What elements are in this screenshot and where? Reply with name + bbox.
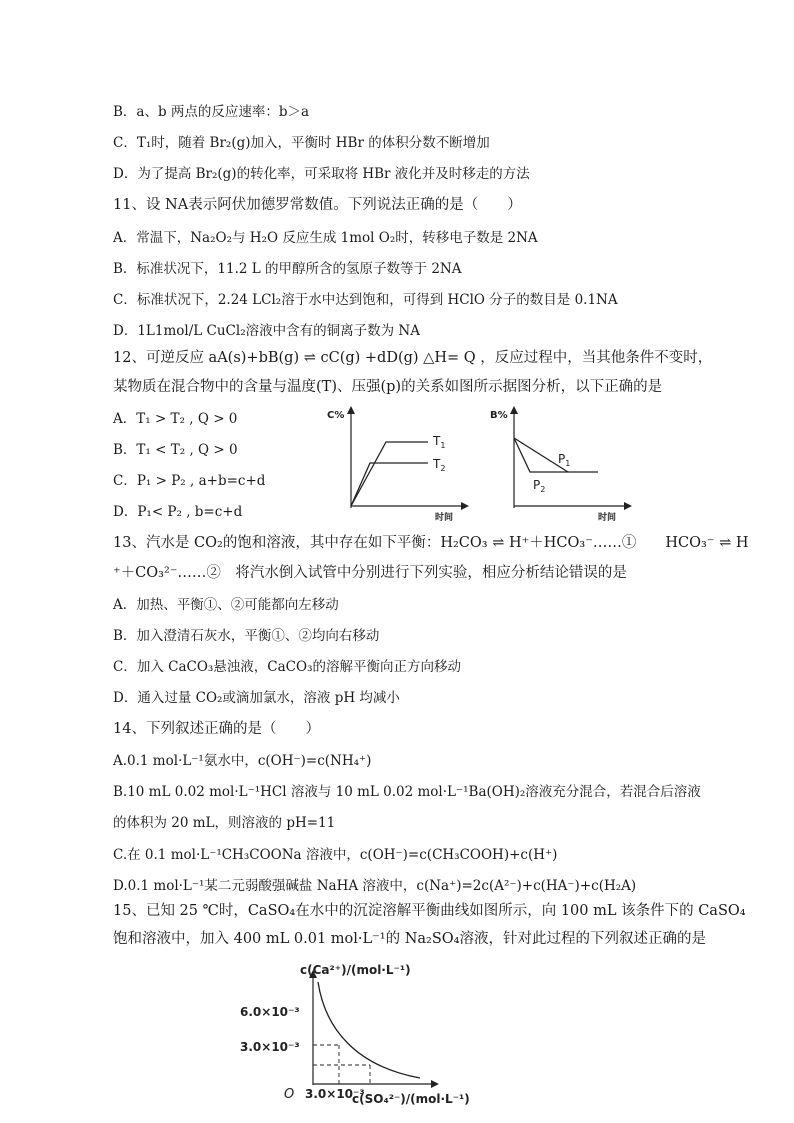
series-p2-sub: 2 [540, 485, 546, 494]
q11-option-c: C．标准状况下，2.24 LCl₂溶于水中达到饱和，可得到 HClO 分子的数目是 0.1NA [113, 292, 618, 308]
q11-option-a: A．常温下，Na₂O₂与 H₂O 反应生成 1mol O₂时，转移电子数是 2NA [113, 230, 538, 246]
option-b-line: B．a、b 两点的反应速率：b＞a [113, 104, 310, 120]
graph3-origin: O [284, 1087, 295, 1102]
q12-option-b: B．T₁ < T₂ , Q > 0 [113, 442, 238, 458]
q13-option-c: C．加入 CaCO₃悬浊液，CaCO₃的溶解平衡向正方向移动 [113, 659, 461, 675]
question-13-line1: 13、汽水是 CO₂的饱和溶液，其中存在如下平衡：H₂CO₃ ⇌ H⁺＋HCO₃⁻……① HCO₃⁻ ⇌ H [113, 535, 749, 551]
graph1-x-label: 时间 [435, 513, 454, 523]
graph3-ytick-6e-3: 6.0×10⁻³ [240, 1005, 300, 1019]
graph1-y-label: C% [327, 410, 345, 421]
svg-text:P2 [533, 478, 545, 494]
q14-option-b-line1: B.10 mL 0.02 mol·L⁻¹HCl 溶液与 10 mL 0.02 mol·L⁻¹Ba(OH)₂溶液充分混合，若混合后溶液 [113, 784, 701, 800]
q14-option-a: A.0.1 mol·L⁻¹氨水中，c(OH⁻)=c(NH₄⁺) [113, 753, 372, 769]
series-p1-label: P [558, 452, 566, 466]
solubility-curve [318, 982, 420, 1078]
q14-option-b-line2: 的体积为 20 mL，则溶液的 pH=11 [113, 815, 336, 831]
svg-text:T2 [432, 457, 445, 473]
graph3-ytick-3e-3: 3.0×10⁻³ [240, 1040, 300, 1054]
graph2-x-arrow [624, 502, 632, 510]
q13-option-d: D．通入过量 CO₂或滴加氯水，溶液 pH 均减小 [113, 690, 400, 706]
graph3-x-label: c(SO₄²⁻)/(mol·L⁻¹) [352, 1092, 470, 1106]
q12-option-a: A．T₁ > T₂ , Q > 0 [113, 411, 238, 427]
question-12-line1: 12、可逆反应 aA(s)+bB(g) ⇌ cC(g) +dD(g) △H= Q ，反应过程中，当其他条件不变时， [113, 350, 713, 366]
graph2-y-label: B% [490, 410, 508, 421]
q14-option-c: C.在 0.1 mol·L⁻¹CH₃COONa 溶液中，c(OH⁻)=c(CH₃COOH)+c(H⁺) [113, 847, 558, 863]
q12-option-c: C．P₁ > P₂ , a+b=c+d [113, 473, 266, 489]
q11-option-b: B．标准状况下，11.2 L 的甲醇所含的氢原子数等于 2NA [113, 261, 462, 277]
series-t1-label: T [433, 434, 441, 448]
series-t1-line [351, 442, 428, 506]
svg-text:T1 [432, 434, 445, 450]
question-13-line2: ⁺＋CO₃²⁻……② 将汽水倒入试管中分别进行下列实验，相应分析结论错误的是 [113, 565, 627, 581]
graph3-xtick-3e-3: 3.0×10⁻³ [305, 1087, 365, 1101]
question-12-line2: 某物质在混合物中的含量与温度(T)、压强(p)的关系如图所示据图分析，以下正确的是 [113, 379, 663, 395]
series-t1-sub: 1 [440, 441, 446, 450]
graph-c-percent [325, 404, 475, 522]
graph-b-percent [488, 404, 638, 522]
series-p1-line [514, 438, 598, 472]
series-p2-label: P [533, 478, 541, 492]
question-11: 11、设 NA表示阿伏加德罗常数值。下列说法正确的是（ ） [113, 197, 522, 213]
graph1-y-arrow [347, 406, 355, 414]
q13-option-b: B．加入澄清石灰水，平衡①、②均向右移动 [113, 628, 380, 644]
graph2-y-arrow [510, 406, 518, 414]
graph1-x-arrow [461, 502, 469, 510]
question-14: 14、下列叙述正确的是（ ） [113, 721, 320, 737]
svg-text:P1 [558, 452, 570, 468]
caso4-solubility-curve-graph [240, 958, 480, 1113]
q11-option-d: D．1L1mol/L CuCl₂溶液中含有的铜离子数为 NA [113, 323, 420, 339]
graph3-x-arrow [431, 1080, 439, 1088]
series-p1-sub: 1 [565, 459, 571, 468]
series-t2-label: T [433, 457, 441, 471]
option-d-line: D．为了提高 Br₂(g)的转化率，可采取将 HBr 液化并及时移走的方法 [113, 166, 530, 182]
q14-option-d: D.0.1 mol·L⁻¹某二元弱酸强碱盐 NaHA 溶液中，c(Na⁺)=2c(A²⁻)+c(HA⁻)+c(H₂A) [113, 878, 637, 894]
question-15-line1: 15、已知 25 ℃时，CaSO₄在水中的沉淀溶解平衡曲线如图所示，向 100 mL 该条件下的 CaSO₄ [113, 903, 746, 919]
graph2-x-label: 时间 [598, 513, 617, 523]
option-c-line: C．T₁时，随着 Br₂(g)加入，平衡时 HBr 的体积分数不断增加 [113, 135, 490, 151]
q12-option-d: D．P₁< P₂ , b=c+d [113, 504, 243, 520]
series-t2-sub: 2 [440, 464, 446, 473]
question-15-line2: 饱和溶液中，加入 400 mL 0.01 mol·L⁻¹的 Na₂SO₄溶液，针对此过程的下列叙述正确的是 [113, 931, 706, 947]
q13-option-a: A．加热、平衡①、②可能都向左移动 [113, 597, 339, 613]
graph3-y-label: c(Ca²⁺)/(mol·L⁻¹) [300, 963, 411, 977]
